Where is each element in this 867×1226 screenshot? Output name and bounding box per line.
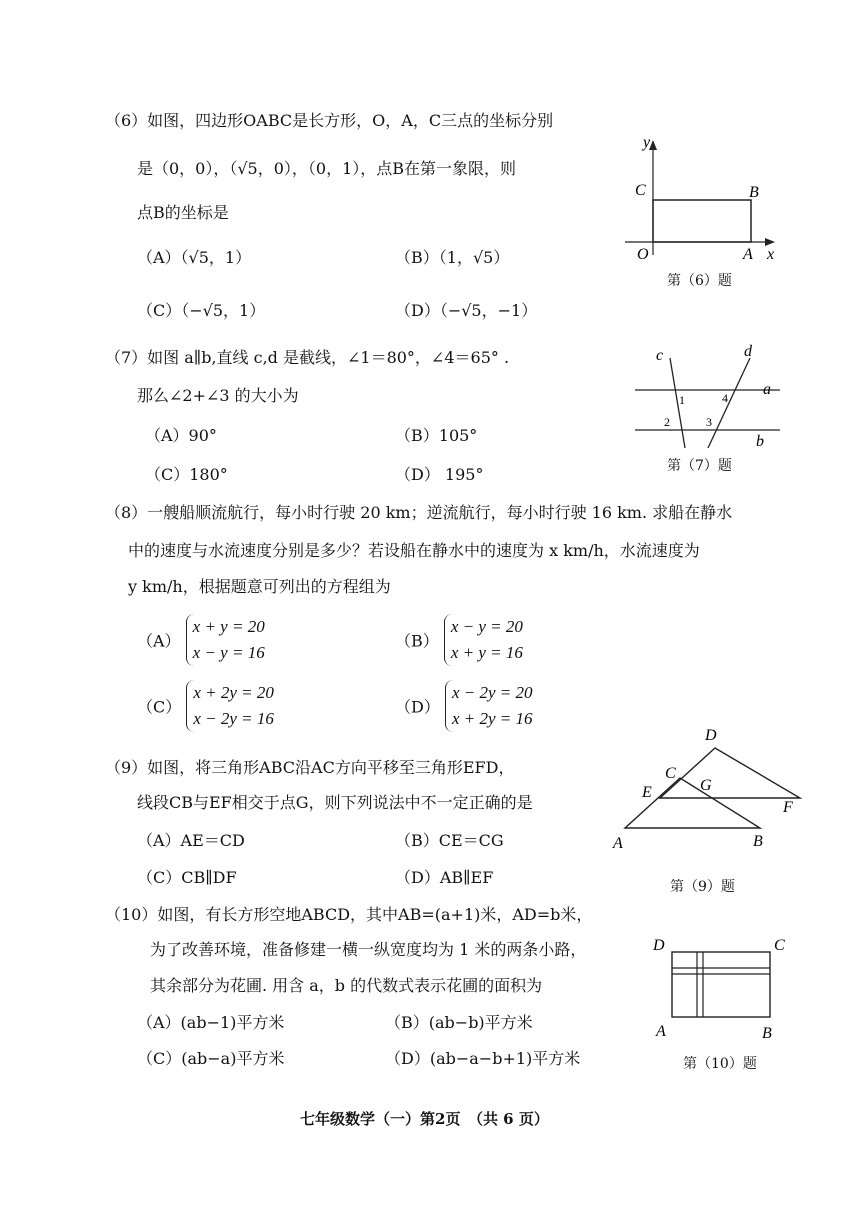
q7-fig-3: 3: [706, 415, 712, 429]
q8-b-eq2: x + y = 16: [450, 643, 523, 662]
q6-fig-c: C: [635, 182, 646, 199]
q8-stem-line1: （8）一艘船顺流航行，每小时行驶 20 km；逆流航行，每小时行驶 16 km. 求船在静水: [105, 503, 733, 522]
q10-option-a: （A）(ab−1)平方米: [137, 1013, 285, 1032]
q8-option-c: [137, 680, 274, 732]
q10-stem-line3: 其余部分为花圃. 用含 a，b 的代数式表示花圃的面积为: [150, 976, 543, 995]
q8-option-c-system: [186, 680, 274, 732]
q10-fig-a: A: [656, 1023, 666, 1040]
q6-fig-a: A: [743, 246, 753, 263]
q6-figure: [615, 135, 790, 270]
q8-option-d-system: [445, 680, 533, 732]
q8-d-eq2: x + 2y = 16: [451, 709, 533, 728]
q9-caption: 第（9）题: [670, 879, 735, 895]
q9-option-c: （C）CB∥DF: [137, 868, 237, 887]
q7-fig-a: a: [763, 381, 771, 398]
q9-fig-b: B: [753, 833, 763, 850]
q6-stem-line3: 点B的坐标是: [137, 203, 229, 222]
q7-fig-b: b: [756, 433, 764, 450]
q10-fig-b: B: [762, 1025, 772, 1042]
q8-option-a-label: （A）: [137, 631, 181, 651]
q8-option-a-system: [186, 614, 265, 666]
q7-figure: [630, 340, 790, 455]
q9-fig-e: E: [642, 784, 652, 801]
q8-c-eq2: x − 2y = 16: [193, 709, 274, 728]
q7-stem-line1: （7）如图 a∥b,直线 c,d 是截线，∠1＝80°，∠4＝65° .: [105, 348, 510, 367]
q8-option-b: [395, 614, 523, 666]
q9-fig-f: F: [783, 799, 793, 816]
q6-option-a: （A）（√5，1）: [137, 248, 252, 267]
q7-fig-c: c: [656, 347, 664, 364]
q7-caption: 第（7）题: [667, 458, 732, 474]
q8-stem-line3: y km/h，根据题意可列出的方程组为: [128, 577, 391, 596]
q9-fig-a: A: [613, 835, 623, 852]
q8-a-eq1: x + y = 20: [192, 617, 265, 636]
q8-a-eq2: x − y = 16: [192, 643, 265, 662]
q6-option-c: （C）（−√5，1）: [137, 301, 266, 320]
q10-option-b: （B）(ab−b)平方米: [385, 1013, 533, 1032]
q9-figure: [605, 720, 810, 855]
q6-caption: 第（6）题: [667, 273, 732, 289]
q8-c-eq1: x + 2y = 20: [193, 683, 274, 702]
q9-fig-c: C: [665, 765, 676, 782]
q7-option-d: （D） 195°: [395, 465, 484, 484]
q10-option-d: （D）(ab−a−b+1)平方米: [385, 1049, 581, 1068]
q8-option-b-label: （B）: [395, 631, 439, 651]
q8-d-eq1: x − 2y = 20: [451, 683, 533, 702]
q7-stem-line2: 那么∠2+∠3 的大小为: [137, 386, 299, 405]
q8-option-d: [395, 680, 532, 732]
q6-fig-y: y: [643, 135, 651, 151]
q10-fig-d: D: [653, 937, 665, 954]
q8-option-d-label: （D）: [395, 697, 440, 717]
q9-fig-g: G: [700, 777, 712, 794]
q9-option-d: （D）AB∥EF: [395, 868, 494, 887]
q7-option-c: （C）180°: [145, 465, 228, 484]
q10-figure: [650, 932, 800, 1044]
q7-fig-1: 1: [679, 393, 685, 407]
q7-option-a: （A）90°: [145, 426, 217, 445]
q9-stem-line2: 线段CB与EF相交于点G，则下列说法中不一定正确的是: [137, 793, 533, 812]
q10-option-c: （C）(ab−a)平方米: [137, 1049, 285, 1068]
q10-caption: 第（10）题: [683, 1056, 757, 1072]
q6-stem-line2: 是（0，0），（√5，0），（0，1），点B在第一象限，则: [137, 159, 517, 178]
q6-option-b: （B）（1，√5）: [395, 248, 510, 267]
q10-stem-line1: （10）如图，有长方形空地ABCD，其中AB=(a+1)米，AD=b米，: [105, 905, 593, 924]
q8-stem-line2: 中的速度与水流速度分别是多少？若设船在静水中的速度为 x km/h，水流速度为: [128, 541, 700, 560]
q9-stem-line1: （9）如图，将三角形ABC沿AC方向平移至三角形EFD，: [105, 758, 515, 777]
q10-fig-c: C: [774, 937, 785, 954]
q7-fig-d: d: [744, 343, 752, 360]
page-footer: 七年级数学（一）第2页 （共 6 页）: [300, 1110, 549, 1128]
q9-fig-d: D: [705, 727, 717, 744]
q6-stem-line1: （6）如图，四边形OABC是长方形，O，A，C三点的坐标分别: [105, 111, 554, 130]
q6-fig-b: B: [749, 184, 759, 201]
q10-stem-line2: 为了改善环境，准备修建一横一纵宽度均为 1 米的两条小路，: [150, 940, 587, 959]
q6-option-d: （D）（−√5，−1）: [395, 301, 538, 320]
q6-fig-x: x: [767, 246, 775, 263]
q8-option-a: [137, 614, 265, 666]
q7-fig-4: 4: [722, 391, 728, 405]
q7-option-b: （B）105°: [395, 426, 478, 445]
q7-fig-2: 2: [664, 415, 670, 429]
q8-option-b-system: [444, 614, 523, 666]
q8-b-eq1: x − y = 20: [450, 617, 523, 636]
q9-option-b: （B）CE＝CG: [395, 831, 504, 850]
q6-fig-o: O: [637, 246, 649, 263]
q8-option-c-label: （C）: [137, 697, 182, 717]
q9-option-a: （A）AE＝CD: [137, 831, 245, 850]
